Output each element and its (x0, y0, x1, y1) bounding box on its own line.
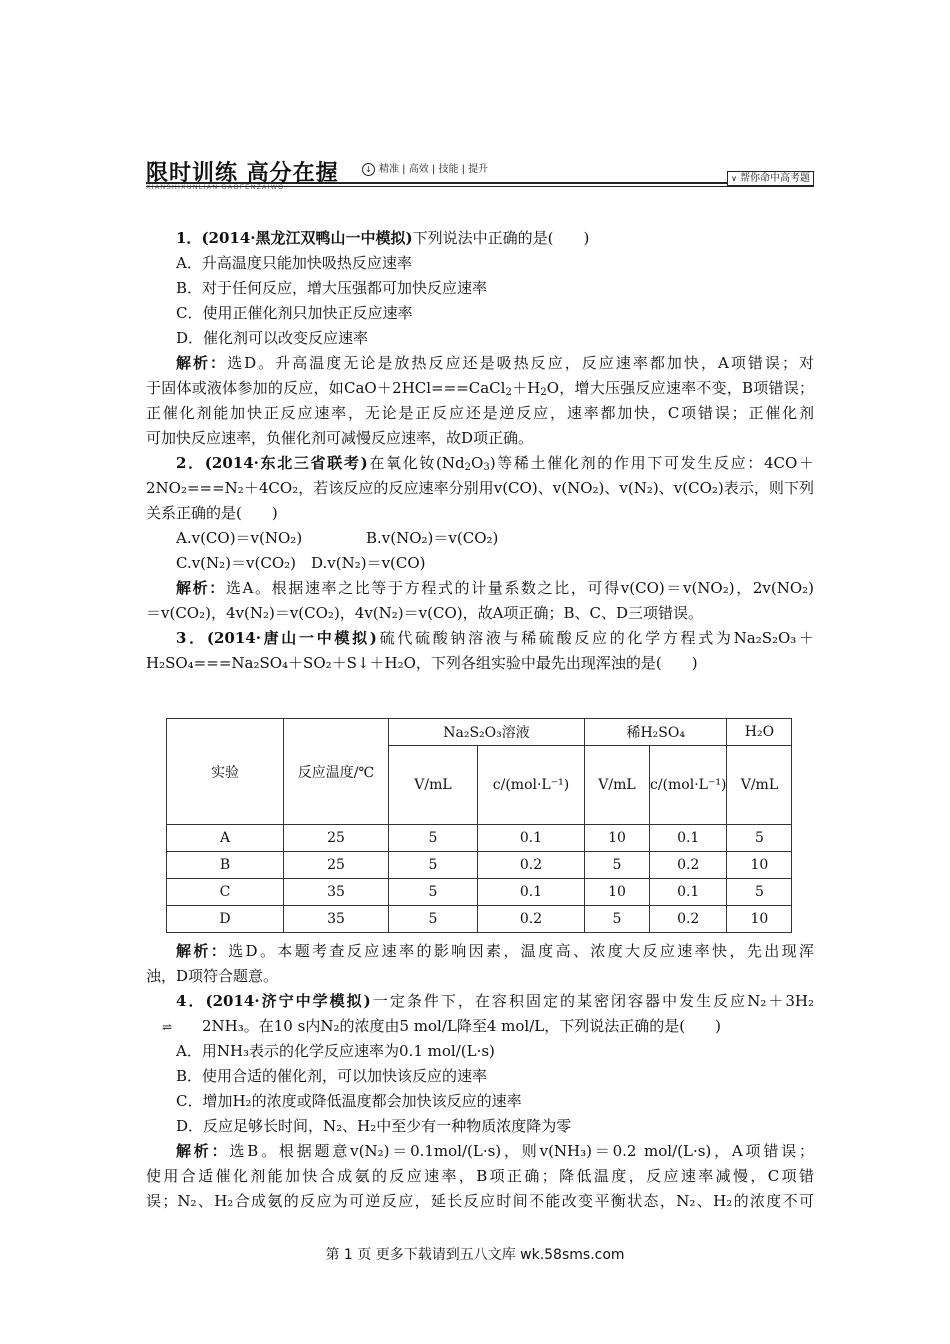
cell: 5 (389, 879, 478, 906)
q2-option-c: C.v(N₂)＝v(CO₂) (176, 554, 296, 572)
cell: 35 (284, 906, 389, 933)
cell: 5 (389, 852, 478, 879)
q1-analysis-1 (146, 351, 814, 376)
q3-source: (2014·唐山一中模拟) (206, 629, 377, 647)
q4-analysis-3: 误；N₂、H₂合成氨的反应为可逆反应，延长反应时间不能改变平衡状态，N₂、H₂的浓度不可 (146, 1192, 814, 1210)
download-icon: ↓ (362, 163, 375, 176)
q2-stem-1: 2．(2014·东北三省联考)在氧化钕$(Nd_2O_3)$等稀土催化剂的作用下可发生反应：4CO＋ (176, 454, 815, 473)
q3-analysis-2: 浊，D项符合题意。 (146, 967, 279, 985)
q4-stem-2 (146, 1014, 814, 1039)
q1-analysis-4: 可加快反应速率，负催化剂可减慢反应速率，故D项正确。 (146, 429, 534, 447)
q4-source: (2014·济宁中学模拟) (205, 992, 371, 1010)
q1-analysis-2c: O，增大压强反应速率不变，B项错误； (546, 379, 814, 397)
q2-option-a: A.v(CO)＝v(NO₂) (176, 529, 303, 547)
q4-number: 4． (176, 992, 206, 1010)
banner-pinyin: XIANSHIXUNLIAN GAOFENZAIWO (146, 184, 285, 191)
q2-stem-1a: 在氧化钕(Nd (367, 454, 465, 472)
q1-number: 1． (176, 229, 202, 247)
q1-analysis-2b: ＋H (511, 379, 541, 397)
q3-stem-text: 硫代硫酸钠溶液与稀硫酸反应的化学方程式为Na₂S₂O₃＋ (376, 629, 815, 647)
cell: 10 (727, 906, 792, 933)
cell: 25 (284, 825, 389, 852)
th-h2o-volume: V/mL (727, 746, 792, 825)
q2-analysis-1 (146, 576, 814, 601)
q3-number: 3． (176, 629, 207, 647)
q2-number: 2． (176, 454, 205, 472)
experiment-table (166, 718, 792, 933)
q4-stem-1 (146, 989, 814, 1014)
header-badge (727, 171, 814, 186)
th-h2so4-conc: c/(mol·L⁻¹) (650, 746, 727, 825)
question-content (146, 226, 814, 1214)
cell: C (167, 879, 284, 906)
header-rule (146, 182, 814, 184)
q1-option-c: C．使用正催化剂只加快正反应速率 (176, 304, 413, 322)
cell: 5 (727, 825, 792, 852)
cell: 0.1 (650, 879, 727, 906)
q1-analysis-2a: 于固体或液体参加的反应，如CaO＋2HCl===CaCl (146, 379, 506, 397)
page-footer: 第 1 页 更多下载请到五八文库 wk.58sms.com (325, 1247, 625, 1263)
cell: 5 (585, 906, 650, 933)
q2-stem-1b: O (471, 454, 484, 472)
table-row (167, 852, 792, 879)
q1-analysis-2: 于固体或液体参加的反应，如$CaO+2HCl===CaCl_2+H_2O$，增大压强反应速率不变，B项错误； (146, 379, 814, 398)
q1-option-d: D．催化剂可以改变反应速率 (176, 329, 369, 347)
q1-analysis-3: 正催化剂能加快正反应速率，无论是正反应还是逆反应，速率都加快，C项错误；正催化剂 (146, 404, 814, 422)
q4-analysis-1 (146, 1139, 814, 1164)
cell: 0.2 (478, 906, 585, 933)
q4-analysis-2: 使用合适催化剂能加快合成氨的反应速率，B项正确；降低温度，反应速率减慢，C项错 (146, 1167, 814, 1185)
header-rule-thin (146, 186, 814, 187)
th-na2s2o3: Na₂S₂O₃溶液 (389, 719, 585, 746)
section-header (146, 156, 814, 192)
q4-analysis-text: 选B。根据题意v(N₂)＝0.1mol/(L·s)，则v(NH₃)＝0.2 mol/(L·s)，A项错误； (229, 1142, 814, 1160)
cell: B (167, 852, 284, 879)
q4-option-a: A．用NH₃表示的化学反应速率为0.1 mol/(L·s) (176, 1042, 495, 1060)
th-na-volume: V/mL (389, 746, 478, 825)
th-h2o: H₂O (727, 719, 792, 746)
q2-stem-2: 2NO₂===N₂＋4CO₂，若该反应的反应速率分别用v(CO)、v(NO₂)、v(N₂)、v(CO₂)表示，则下列 (146, 479, 814, 497)
cell: A (167, 825, 284, 852)
q4-stem-text: 一定条件下，在容积固定的某密闭容器中发生反应N₂＋3H₂ (370, 992, 815, 1010)
cell: 10 (585, 825, 650, 852)
cell: 0.1 (650, 825, 727, 852)
cell: 5 (727, 879, 792, 906)
q1-option-b: B．对于任何反应，增大压强都可加快反应速率 (176, 279, 488, 297)
th-experiment: 实验 (167, 719, 284, 825)
cell: 35 (284, 879, 389, 906)
q4-stem-2-text: 2NH₃。在10 s内N₂的浓度由5 mol/L降至4 mol/L，下列说法正确的是( ) (202, 1017, 721, 1035)
q4-option-c: C．增加H₂的浓度或降低温度都会加快该反应的速率 (176, 1092, 522, 1110)
badge-text: 帮你命中高考题 (740, 173, 810, 184)
th-temperature: 反应温度/℃ (284, 719, 389, 825)
cell: 0.1 (478, 879, 585, 906)
q2-analysis-text: 选A。根据速率之比等于方程式的计量系数之比，可得v(CO)＝v(NO₂)，2v(NO₂) (225, 579, 814, 597)
cell: D (167, 906, 284, 933)
q1-option-a: A．升高温度只能加快吸热反应速率 (176, 254, 412, 272)
q2-stem-1c: )等稀土催化剂的作用下可发生反应：4CO＋ (489, 454, 815, 472)
th-na-conc: c/(mol·L⁻¹) (478, 746, 585, 825)
table-row (167, 879, 792, 906)
table-header-row-1 (167, 719, 792, 746)
table-row (167, 825, 792, 852)
equilibrium-arrow-icon: ⇌ (161, 1020, 173, 1034)
cell: 5 (389, 906, 478, 933)
q4-option-b: B．使用合适的催化剂，可以加快该反应的速率 (176, 1067, 488, 1085)
cell: 0.2 (478, 852, 585, 879)
q2-option-b: B.v(NO₂)＝v(CO₂) (366, 529, 499, 547)
q2-options-cd (146, 551, 814, 576)
q2-stem-3: 关系正确的是( ) (146, 504, 278, 522)
th-h2so4: 稀H₂SO₄ (585, 719, 727, 746)
th-h2so4-volume: V/mL (585, 746, 650, 825)
cell: 5 (585, 852, 650, 879)
cell: 5 (389, 825, 478, 852)
q2-analysis-2: ＝v(CO₂)，4v(N₂)＝v(CO₂)，4v(N₂)＝v(CO)，故A项正确；B、C、D三项错误。 (146, 604, 703, 622)
cell: 0.2 (650, 906, 727, 933)
q1-source: (2014·黑龙江双鸭山一中模拟) (201, 229, 413, 247)
cell: 10 (585, 879, 650, 906)
q2-analysis-label: 解析： (176, 579, 226, 597)
q3-stem-1 (146, 626, 814, 651)
q4-option-d: D．反应足够长时间，N₂、H₂中至少有一种物质浓度降为零 (176, 1117, 572, 1135)
cell: 0.1 (478, 825, 585, 852)
q4-analysis-label: 解析： (176, 1142, 230, 1160)
q1-analysis-text: 选D。升高温度无论是放热反应还是吸热反应，反应速率都加快，A项错误；对 (227, 354, 814, 372)
q2-options-ab (146, 526, 814, 551)
chevron-down-icon: ∨ (731, 174, 737, 183)
cell: 0.2 (650, 852, 727, 879)
banner-title: 限时训练 高分在握 (146, 161, 339, 186)
q2-source: (2014·东北三省联考) (204, 454, 368, 472)
table-row (167, 906, 792, 933)
q2-option-d: D.v(N₂)＝v(CO) (311, 554, 426, 572)
q1-stem (146, 226, 814, 251)
tagline-text: 精准 | 高效 | 技能 | 提升 (379, 164, 489, 175)
q3-analysis-1 (146, 939, 814, 964)
tagline (362, 160, 488, 176)
q3-analysis-label: 解析： (176, 942, 229, 960)
cell: 25 (284, 852, 389, 879)
q3-analysis-text: 选D。本题考查反应速率的影响因素，温度高、浓度大反应速率快，先出现浑 (228, 942, 814, 960)
q1-text: 下列说法中正确的是( ) (412, 229, 590, 247)
cell: 10 (727, 852, 792, 879)
q1-analysis-label: 解析： (176, 354, 228, 372)
q3-stem-2: H₂SO₄===Na₂SO₄＋SO₂＋S↓＋H₂O，下列各组实验中最先出现浑浊的是( ) (146, 654, 698, 672)
